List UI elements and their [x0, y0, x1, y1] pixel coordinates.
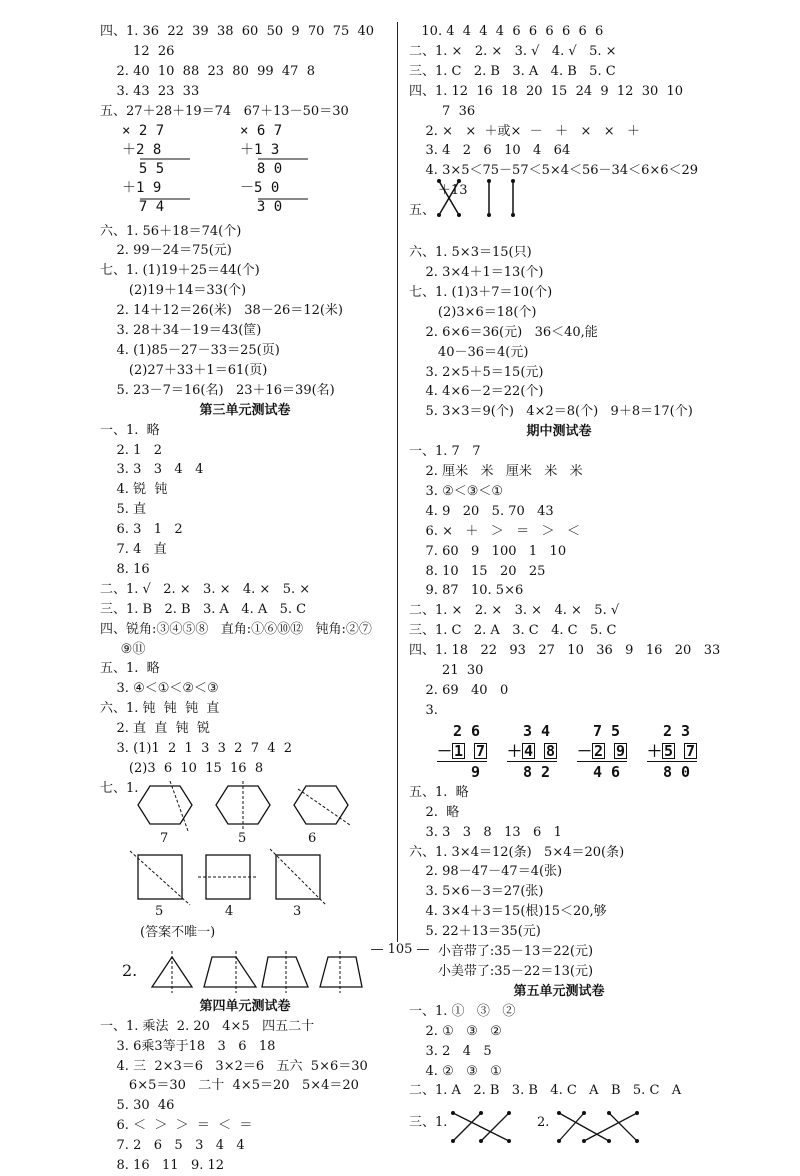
answer-line: 七、1. [100, 780, 139, 796]
calc-top: 2 3 [663, 721, 691, 740]
answer-line: 二、1. × 2. × 3. × 4. × 5. √ [409, 603, 620, 619]
heading-unit3: 第三单元测试卷 [199, 402, 291, 418]
heading-unit5: 第五单元测试卷 [513, 983, 605, 999]
answer-line: 2. 6×6＝36(元) 36＜40,能 [409, 324, 598, 340]
answer-line: 10. 4 4 4 4 6 6 6 6 6 6 [409, 24, 604, 39]
box-calc-2 [507, 721, 557, 782]
calc-sign: － [577, 741, 593, 760]
answer-line: 7. 60 9 100 1 10 [409, 543, 567, 559]
square-count-1: 5 [155, 903, 164, 919]
answer-note: (答案不唯一) [140, 924, 216, 940]
section-midterm [409, 442, 721, 721]
item-2-label: 2. [122, 960, 138, 980]
answer-line: 12 26 [100, 43, 175, 59]
answer-line: 四、1. 18 22 93 27 10 36 9 16 20 33 [409, 643, 721, 659]
matching-lines-figure [431, 177, 551, 221]
answer-line: 七、1. (1)19＋25＝44(个) [100, 263, 260, 279]
answer-line: 小音带了:35－13＝22(元) [409, 944, 594, 960]
answer-line: 4. 锐 钝 [100, 482, 168, 498]
answer-line: 7 36 [409, 103, 476, 119]
calc-top: 7 5 [593, 721, 621, 740]
square-count-2: 4 [225, 903, 234, 919]
answer-line: 3. 3 3 8 13 6 1 [409, 824, 562, 840]
answer-line: 4. 4×6－2＝22(个) [409, 384, 544, 400]
answer-line: 一、1. 乘法 2. 20 4×5 四五二十 [100, 1018, 315, 1034]
answer-line: 四、1. 36 22 39 38 60 50 9 70 75 40 [100, 24, 375, 39]
answer-line: 4. 三 2×3＝6 3×2＝6 五六 5×6＝30 [100, 1058, 368, 1074]
answer-line: 3. (1)1 2 1 3 3 2 7 4 2 [100, 741, 293, 757]
answer-line: × 6 7 [240, 122, 283, 139]
section-unit5 [409, 1002, 709, 1102]
answer-line: 7. 2 6 5 3 4 4 [100, 1138, 245, 1154]
answer-line: ＋1 3 [240, 141, 280, 158]
answer-line: 二、1. √ 2. × 3. × 4. × 5. × [100, 581, 311, 597]
hexagon-count-3: 6 [308, 830, 317, 846]
answer-line: 3. 3 3 4 4 [100, 462, 204, 478]
answer-line: 2. 略 [409, 804, 460, 820]
calc-box-digit: 9 [616, 741, 626, 760]
hexagon-count-1: 7 [160, 830, 169, 846]
answer-line: 3. ④＜①＜②＜③ [100, 681, 219, 697]
answer-line: 2. 99－24＝75(元) [100, 243, 232, 259]
answer-line: 2. 98－47－47＝4(张) [409, 864, 563, 880]
answer-line: 5. 30 46 [100, 1098, 175, 1114]
answer-line: 小美带了:35－22＝13(元) [409, 963, 594, 979]
answer-line: 五、1. 略 [409, 784, 469, 800]
match-label-2: 2. [537, 1115, 550, 1131]
calc-result: 9 [453, 762, 481, 781]
section-unit2-tail [100, 22, 390, 122]
box-calc-1 [437, 721, 487, 782]
answer-line: 5. 直 [100, 502, 147, 518]
hexagon-count-2: 5 [238, 830, 247, 846]
answer-line: 二、1. A 2. B 3. B 4. C A B 5. C A [409, 1083, 682, 1099]
calc-box-digit: 7 [476, 741, 486, 760]
answer-line: 9. 87 10. 5×6 [409, 583, 524, 599]
calc-box-digit: 5 [664, 741, 674, 760]
answer-line: 2. × × ＋或× － ＋ × × ＋ [409, 123, 641, 139]
answer-line: 3. 2×5＋5＝15(元) [409, 364, 544, 380]
column-divider [397, 22, 398, 942]
answer-line: 2. 厘米 米 厘米 米 米 [409, 464, 583, 480]
answer-line: 4. 9 20 5. 70 43 [409, 503, 554, 519]
left-column [100, 22, 390, 1176]
square-count-3: 3 [293, 903, 302, 919]
answer-line: 6×5＝30 二十 4×5＝20 5×4＝20 [100, 1078, 359, 1094]
answer-line: 3. 2 4 5 [409, 1043, 492, 1059]
answer-line: ⑨⑪ [100, 641, 146, 657]
matching-figures [409, 1101, 709, 1151]
answer-line: 四、锐角:③④⑤⑧ 直角:①⑥⑩⑫ 钝角:②⑦ [100, 621, 372, 637]
answer-line: 5. 22＋13＝35(元) [409, 924, 541, 940]
answer-line: 一、1. 略 [100, 422, 160, 438]
answer-line: 六、1. 钝 钝 钝 直 [100, 701, 220, 717]
answer-line: 2. ① ③ ② [409, 1023, 502, 1039]
shape-figures [100, 799, 390, 949]
answer-line: 4. (1)85－27－33＝25(页) [100, 342, 280, 358]
hexagon-and-square-figures [100, 781, 390, 931]
answer-line: 3. ②＜③＜① [409, 483, 504, 499]
answer-line: 3. [409, 702, 438, 718]
answer-line: (2)3 6 10 15 16 8 [100, 761, 264, 776]
answer-line: 40－36＝4(元) [409, 344, 529, 360]
answer-line: (2)27＋33＋1＝61(页) [100, 362, 268, 378]
calc-top: 2 6 [453, 721, 481, 740]
box-calc-3 [577, 721, 627, 782]
calc-sign: － [437, 741, 453, 760]
answer-line: 3. 28＋34－19＝43(筐) [100, 323, 262, 339]
box-calc-4 [647, 721, 697, 782]
page-number: — 105 — [370, 942, 430, 957]
answer-line: ＋1 9 [122, 179, 162, 196]
answer-line: 五、27＋28＋19＝74 67＋13－50＝30 [100, 103, 349, 119]
answer-line: ＋13 [409, 183, 468, 199]
answer-line: ＋2 8 [122, 141, 162, 158]
answer-line: 8. 16 [100, 561, 150, 577]
calc-box-digit: 7 [686, 741, 696, 760]
answer-line: 2. 69 40 0 [409, 683, 509, 698]
answer-line: 8 0 [240, 160, 283, 177]
calc-middle [577, 741, 627, 762]
answer-line: 4. ② ③ ① [409, 1063, 502, 1079]
answer-line: 二、1. × 2. × 3. √ 4. √ 5. × [409, 43, 617, 59]
answer-line: 3. 5×6－3＝27(张) [409, 884, 544, 900]
answer-line: (2)3×6＝18(个) [409, 304, 537, 320]
answer-line: 7. 4 直 [100, 542, 167, 558]
answer-line: －5 0 [240, 179, 280, 196]
answer-line: 七、1. (1)3＋7＝10(个) [409, 284, 553, 300]
section-unit2-word-problems [100, 222, 390, 401]
answer-line: 6. 3 1 2 [100, 522, 183, 538]
calc-top: 3 4 [523, 721, 551, 740]
calc-middle [437, 741, 487, 762]
section-unit3 [100, 421, 390, 799]
answer-line: 6. × ＋ ＞ ＝ ＞ ＜ [409, 523, 580, 539]
box-calculations [409, 721, 709, 783]
calc-middle [507, 741, 557, 762]
answer-line: 4. 3×5＜75－57＜5×4＜56－34＜6×6＜29 [409, 163, 699, 179]
answer-line: 三、1. C 2. A 3. C 4. C 5. C [409, 623, 617, 639]
answer-line: 六、1. 3×4＝12(条) 5×4＝20(条) [409, 844, 625, 860]
calc-result: 8 0 [663, 762, 691, 781]
answer-line: × 2 7 [122, 122, 165, 139]
answer-line: (2)19＋14＝33(个) [100, 283, 247, 299]
answer-line: 一、1. ① ③ ② [409, 1003, 516, 1019]
matching-section [409, 1101, 709, 1151]
calc-result: 8 2 [523, 762, 551, 781]
calc-box-digit: 1 [454, 741, 464, 760]
answer-line: 5 5 [122, 160, 165, 177]
answer-line: 三、1. C 2. B 3. A 4. B 5. C [409, 63, 616, 79]
answer-line: 8. 16 11 9. 12 [100, 1158, 225, 1174]
answer-line: 5. 3×3＝9(个) 4×2＝8(个) 9＋8＝17(个) [409, 404, 693, 420]
answer-line: 5. 23－7＝16(名) 23＋16＝39(名) [100, 382, 335, 398]
answer-line: 8. 10 15 20 25 [409, 563, 546, 579]
answer-line: 四、1. 12 16 18 20 15 24 9 12 30 10 [409, 83, 684, 99]
answer-line: 3. 43 23 33 [100, 83, 200, 99]
right-column [409, 22, 721, 1151]
calc-box-digit: 2 [594, 741, 604, 760]
vertical-calc-lines [100, 122, 390, 222]
answer-line: 2. 3×4＋1＝13(个) [409, 264, 544, 280]
match-label-1: 三、1. [409, 1115, 448, 1131]
answer-line: 六、1. 56＋18＝74(个) [100, 223, 242, 239]
heading-unit4: 第四单元测试卷 [199, 998, 291, 1014]
section-word-problems-right [409, 243, 709, 422]
answer-line: 21 30 [409, 663, 484, 679]
calc-box-digit: 8 [546, 741, 556, 760]
calc-result: 4 6 [593, 762, 621, 781]
answer-line: 五、1. 略 [100, 661, 160, 677]
answer-line: 7 4 [122, 198, 165, 215]
answer-line: 4. 3×4＋3＝15(根)15＜20,够 [409, 904, 607, 920]
answer-line: 六、1. 5×3＝15(只) [409, 245, 532, 261]
answer-line: 2. 40 10 88 23 80 99 47 8 [100, 63, 315, 79]
answer-line: 3 0 [240, 198, 283, 215]
calc-sign: ＋ [507, 741, 523, 760]
calc-sign: ＋ [647, 741, 663, 760]
answer-line: 五、 [409, 203, 436, 219]
heading-midterm: 期中测试卷 [526, 424, 592, 440]
answer-line: 3. 4 2 6 10 4 64 [409, 143, 571, 159]
vertical-calc-area [100, 122, 390, 222]
section-unit4 [100, 1017, 390, 1176]
answer-line: 三、1. B 2. B 3. A 4. A 5. C [100, 601, 307, 617]
calc-middle [647, 741, 697, 762]
calc-box-digit: 4 [524, 741, 534, 760]
answer-line: 2. 1 2 [100, 442, 163, 458]
answer-line: 一、1. 7 7 [409, 444, 481, 460]
answer-line: 6. ＜ ＞ ＞ ＝ ＜ ＝ [100, 1118, 253, 1134]
answer-line: 2. 直 直 钝 锐 [100, 721, 210, 737]
answer-line: 2. 14＋12＝26(米) 38－26＝12(米) [100, 303, 344, 319]
answer-line: 3. 6乘3等于18 3 6 18 [100, 1038, 276, 1054]
